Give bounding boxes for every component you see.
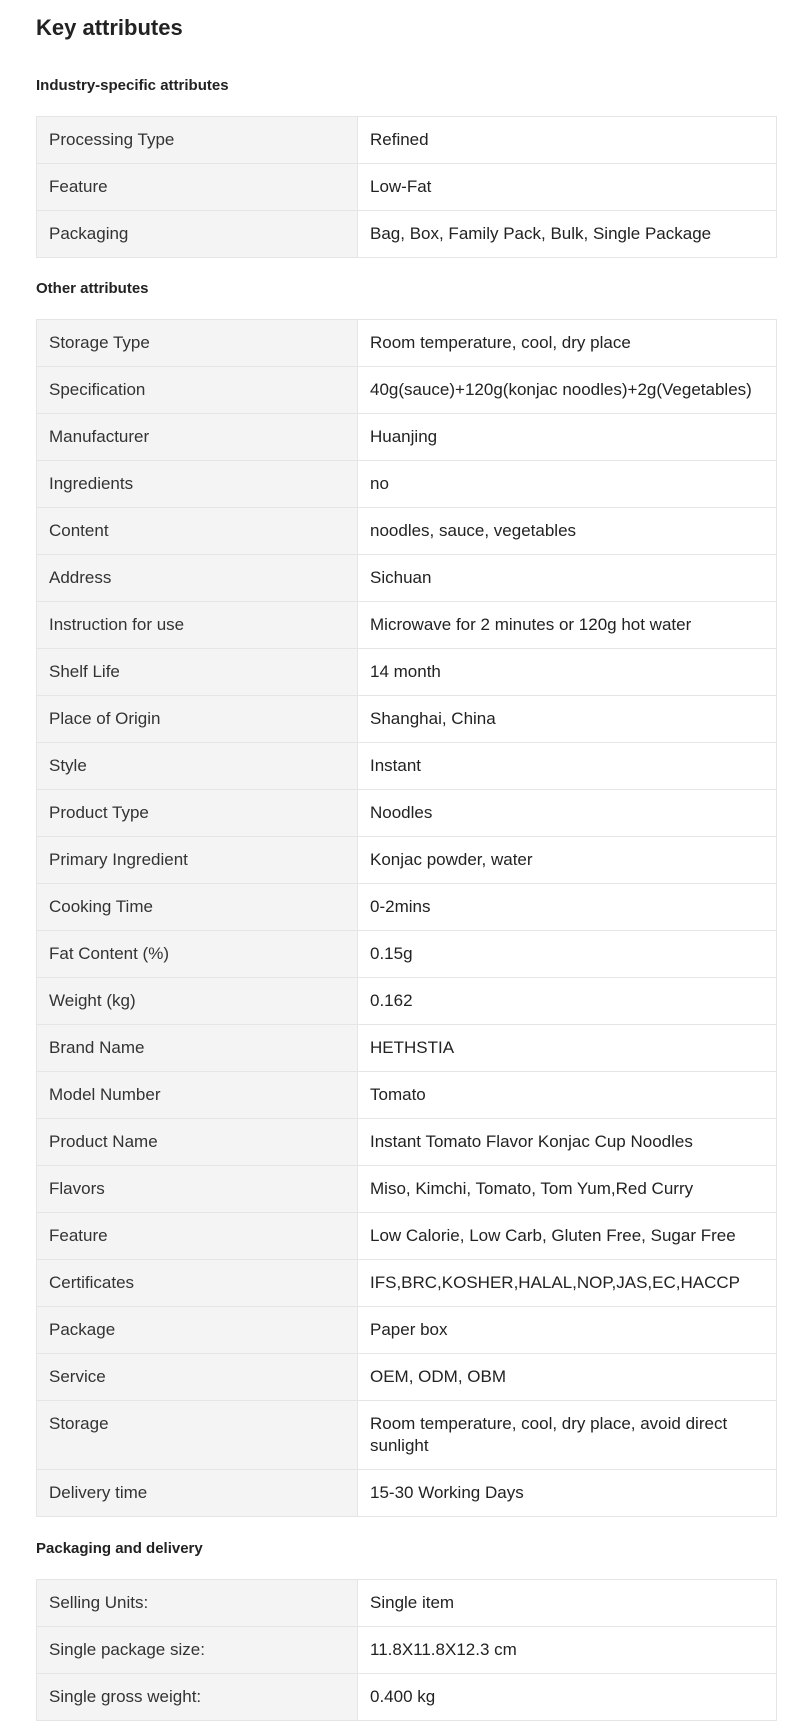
attribute-value: Miso, Kimchi, Tomato, Tom Yum,Red Curry [358, 1166, 777, 1213]
table-row [37, 414, 777, 461]
attribute-value: Single item [358, 1580, 777, 1627]
attribute-value: Bag, Box, Family Pack, Bulk, Single Package [358, 211, 777, 258]
attribute-key: Fat Content (%) [37, 931, 358, 978]
table-row [37, 649, 777, 696]
table-row [37, 1166, 777, 1213]
attribute-key: Shelf Life [37, 649, 358, 696]
attribute-key: Style [37, 743, 358, 790]
attribute-key: Flavors [37, 1166, 358, 1213]
attribute-key: Product Name [37, 1119, 358, 1166]
industry-attributes-table [36, 116, 777, 258]
table-row [37, 461, 777, 508]
attribute-value: Paper box [358, 1307, 777, 1354]
attribute-value: 11.8X11.8X12.3 cm [358, 1627, 777, 1674]
section-title-other-attributes: Other attributes [36, 280, 149, 297]
table-row [37, 1354, 777, 1401]
table-row [37, 978, 777, 1025]
attribute-key: Product Type [37, 790, 358, 837]
table-row [37, 884, 777, 931]
attribute-value: Instant [358, 743, 777, 790]
attribute-value: Huanjing [358, 414, 777, 461]
table-row [37, 1260, 777, 1307]
table-row [37, 1213, 777, 1260]
attribute-value: 15-30 Working Days [358, 1470, 777, 1517]
attribute-value: HETHSTIA [358, 1025, 777, 1072]
table-row [37, 696, 777, 743]
table-row [37, 117, 777, 164]
attribute-key: Cooking Time [37, 884, 358, 931]
attribute-key: Primary Ingredient [37, 837, 358, 884]
table-row [37, 1025, 777, 1072]
packaging-delivery-table [36, 1579, 777, 1721]
attribute-key: Packaging [37, 211, 358, 258]
table-row [37, 931, 777, 978]
table-row [37, 1674, 777, 1721]
attribute-value: Refined [358, 117, 777, 164]
attribute-value: 0-2mins [358, 884, 777, 931]
table-row [37, 837, 777, 884]
attribute-value: 0.15g [358, 931, 777, 978]
section-title-industry-specific: Industry-specific attributes [36, 77, 229, 94]
attribute-key: Storage Type [37, 320, 358, 367]
attribute-key: Delivery time [37, 1470, 358, 1517]
attribute-key: Instruction for use [37, 602, 358, 649]
attribute-key: Selling Units: [37, 1580, 358, 1627]
attribute-key: Manufacturer [37, 414, 358, 461]
attribute-value: noodles, sauce, vegetables [358, 508, 777, 555]
table-row [37, 1072, 777, 1119]
attribute-value: Room temperature, cool, dry place, avoid direct sunlight [358, 1401, 777, 1470]
attribute-value: 0.400 kg [358, 1674, 777, 1721]
table-row [37, 508, 777, 555]
attribute-key: Single package size: [37, 1627, 358, 1674]
table-row [37, 164, 777, 211]
attribute-key: Specification [37, 367, 358, 414]
attribute-value: 0.162 [358, 978, 777, 1025]
table-row [37, 367, 777, 414]
attribute-value: no [358, 461, 777, 508]
attribute-value: 14 month [358, 649, 777, 696]
attribute-key: Brand Name [37, 1025, 358, 1072]
attribute-value: Noodles [358, 790, 777, 837]
table-row [37, 602, 777, 649]
attribute-value: OEM, ODM, OBM [358, 1354, 777, 1401]
attribute-value: Instant Tomato Flavor Konjac Cup Noodles [358, 1119, 777, 1166]
table-row [37, 790, 777, 837]
attribute-key: Content [37, 508, 358, 555]
attribute-key: Feature [37, 1213, 358, 1260]
attribute-value: Room temperature, cool, dry place [358, 320, 777, 367]
table-row [37, 1119, 777, 1166]
attribute-value: Sichuan [358, 555, 777, 602]
attribute-value: 40g(sauce)+120g(konjac noodles)+2g(Vegetables) [358, 367, 777, 414]
table-row [37, 743, 777, 790]
section-title-packaging-delivery: Packaging and delivery [36, 1540, 203, 1557]
table-row [37, 1580, 777, 1627]
attribute-key: Package [37, 1307, 358, 1354]
table-row [37, 320, 777, 367]
other-attributes-table [36, 319, 777, 1517]
attribute-key: Processing Type [37, 117, 358, 164]
table-row [37, 555, 777, 602]
attribute-key: Model Number [37, 1072, 358, 1119]
table-row [37, 1627, 777, 1674]
attribute-key: Storage [37, 1401, 358, 1470]
attribute-key: Ingredients [37, 461, 358, 508]
table-row [37, 1470, 777, 1517]
attribute-value: Low Calorie, Low Carb, Gluten Free, Sugar Free [358, 1213, 777, 1260]
attribute-key: Feature [37, 164, 358, 211]
attribute-value: Tomato [358, 1072, 777, 1119]
attribute-key: Single gross weight: [37, 1674, 358, 1721]
table-row [37, 1401, 777, 1470]
attribute-value: Konjac powder, water [358, 837, 777, 884]
table-row [37, 1307, 777, 1354]
attribute-value: Shanghai, China [358, 696, 777, 743]
attribute-value: IFS,BRC,KOSHER,HALAL,NOP,JAS,EC,HACCP [358, 1260, 777, 1307]
attribute-key: Service [37, 1354, 358, 1401]
attribute-key: Address [37, 555, 358, 602]
attribute-key: Certificates [37, 1260, 358, 1307]
attribute-key: Place of Origin [37, 696, 358, 743]
attribute-value: Microwave for 2 minutes or 120g hot water [358, 602, 777, 649]
attribute-value: Low-Fat [358, 164, 777, 211]
attribute-key: Weight (kg) [37, 978, 358, 1025]
table-row [37, 211, 777, 258]
page-title: Key attributes [36, 15, 183, 40]
